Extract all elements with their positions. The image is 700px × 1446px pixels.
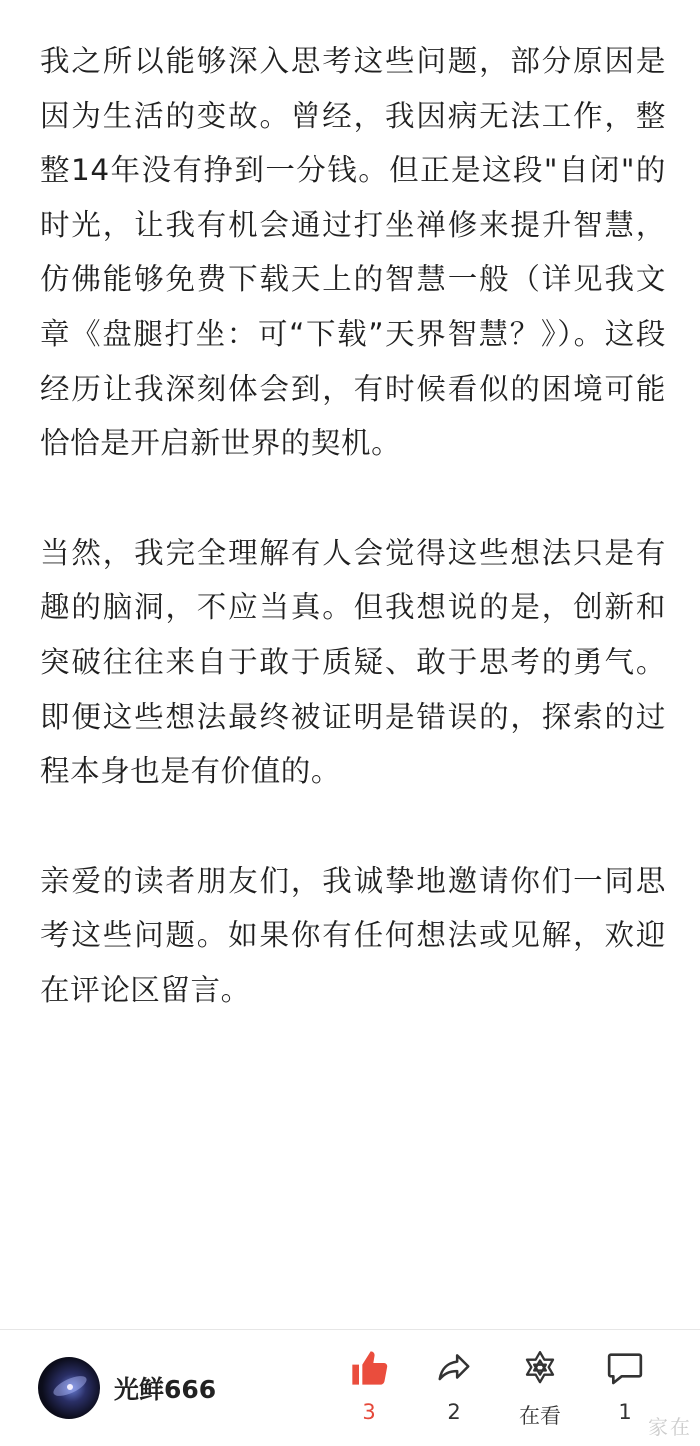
author-info[interactable] <box>38 1357 216 1419</box>
watching-button[interactable] <box>505 1346 575 1430</box>
share-arrow-icon <box>419 1346 489 1390</box>
like-button[interactable] <box>334 1346 404 1424</box>
like-count: 3 <box>362 1400 376 1424</box>
article-paragraph: 当然，我完全理解有人会觉得这些想法只是有趣的脑洞，不应当真。但我想说的是，创新和突破往往来自于敢于质疑、敢于思考的勇气。即便这些想法最终被证明是错误的，探索的过程本身也是有价值的。 <box>40 535 666 789</box>
watermark: 家在 <box>648 1415 692 1439</box>
bottom-action-bar <box>0 1329 700 1446</box>
thumbs-up-icon <box>334 1346 404 1390</box>
watching-label: 在看 <box>519 1404 561 1428</box>
flower-icon <box>505 1346 575 1390</box>
comment-bubble-icon <box>590 1346 660 1390</box>
article-paragraph: 我之所以能够深入思考这些问题，部分原因是因为生活的变故。曾经，我因病无法工作，整整14年没有挣到一分钱。但正是这段"自闭"的时光，让我有机会通过打坐禅修来提升智慧，仿佛能够免费下载天上的智慧一般（详见我文章《盘腿打坐：可“下载”天界智慧？》）。这段经历让我深刻体会到，有时候看似的困境可能恰恰是开启新世界的契机。 <box>40 44 666 461</box>
share-button[interactable] <box>419 1346 489 1424</box>
avatar[interactable] <box>38 1357 100 1419</box>
article-body <box>40 34 666 1018</box>
article-paragraph: 亲爱的读者朋友们，我诚挚地邀请你们一同思考这些问题。如果你有任何想法或见解，欢迎在评论区留言。 <box>40 863 666 1007</box>
author-name[interactable]: 光鲜666 <box>114 1375 217 1404</box>
share-count: 2 <box>447 1400 461 1424</box>
comment-count: 1 <box>618 1400 632 1424</box>
